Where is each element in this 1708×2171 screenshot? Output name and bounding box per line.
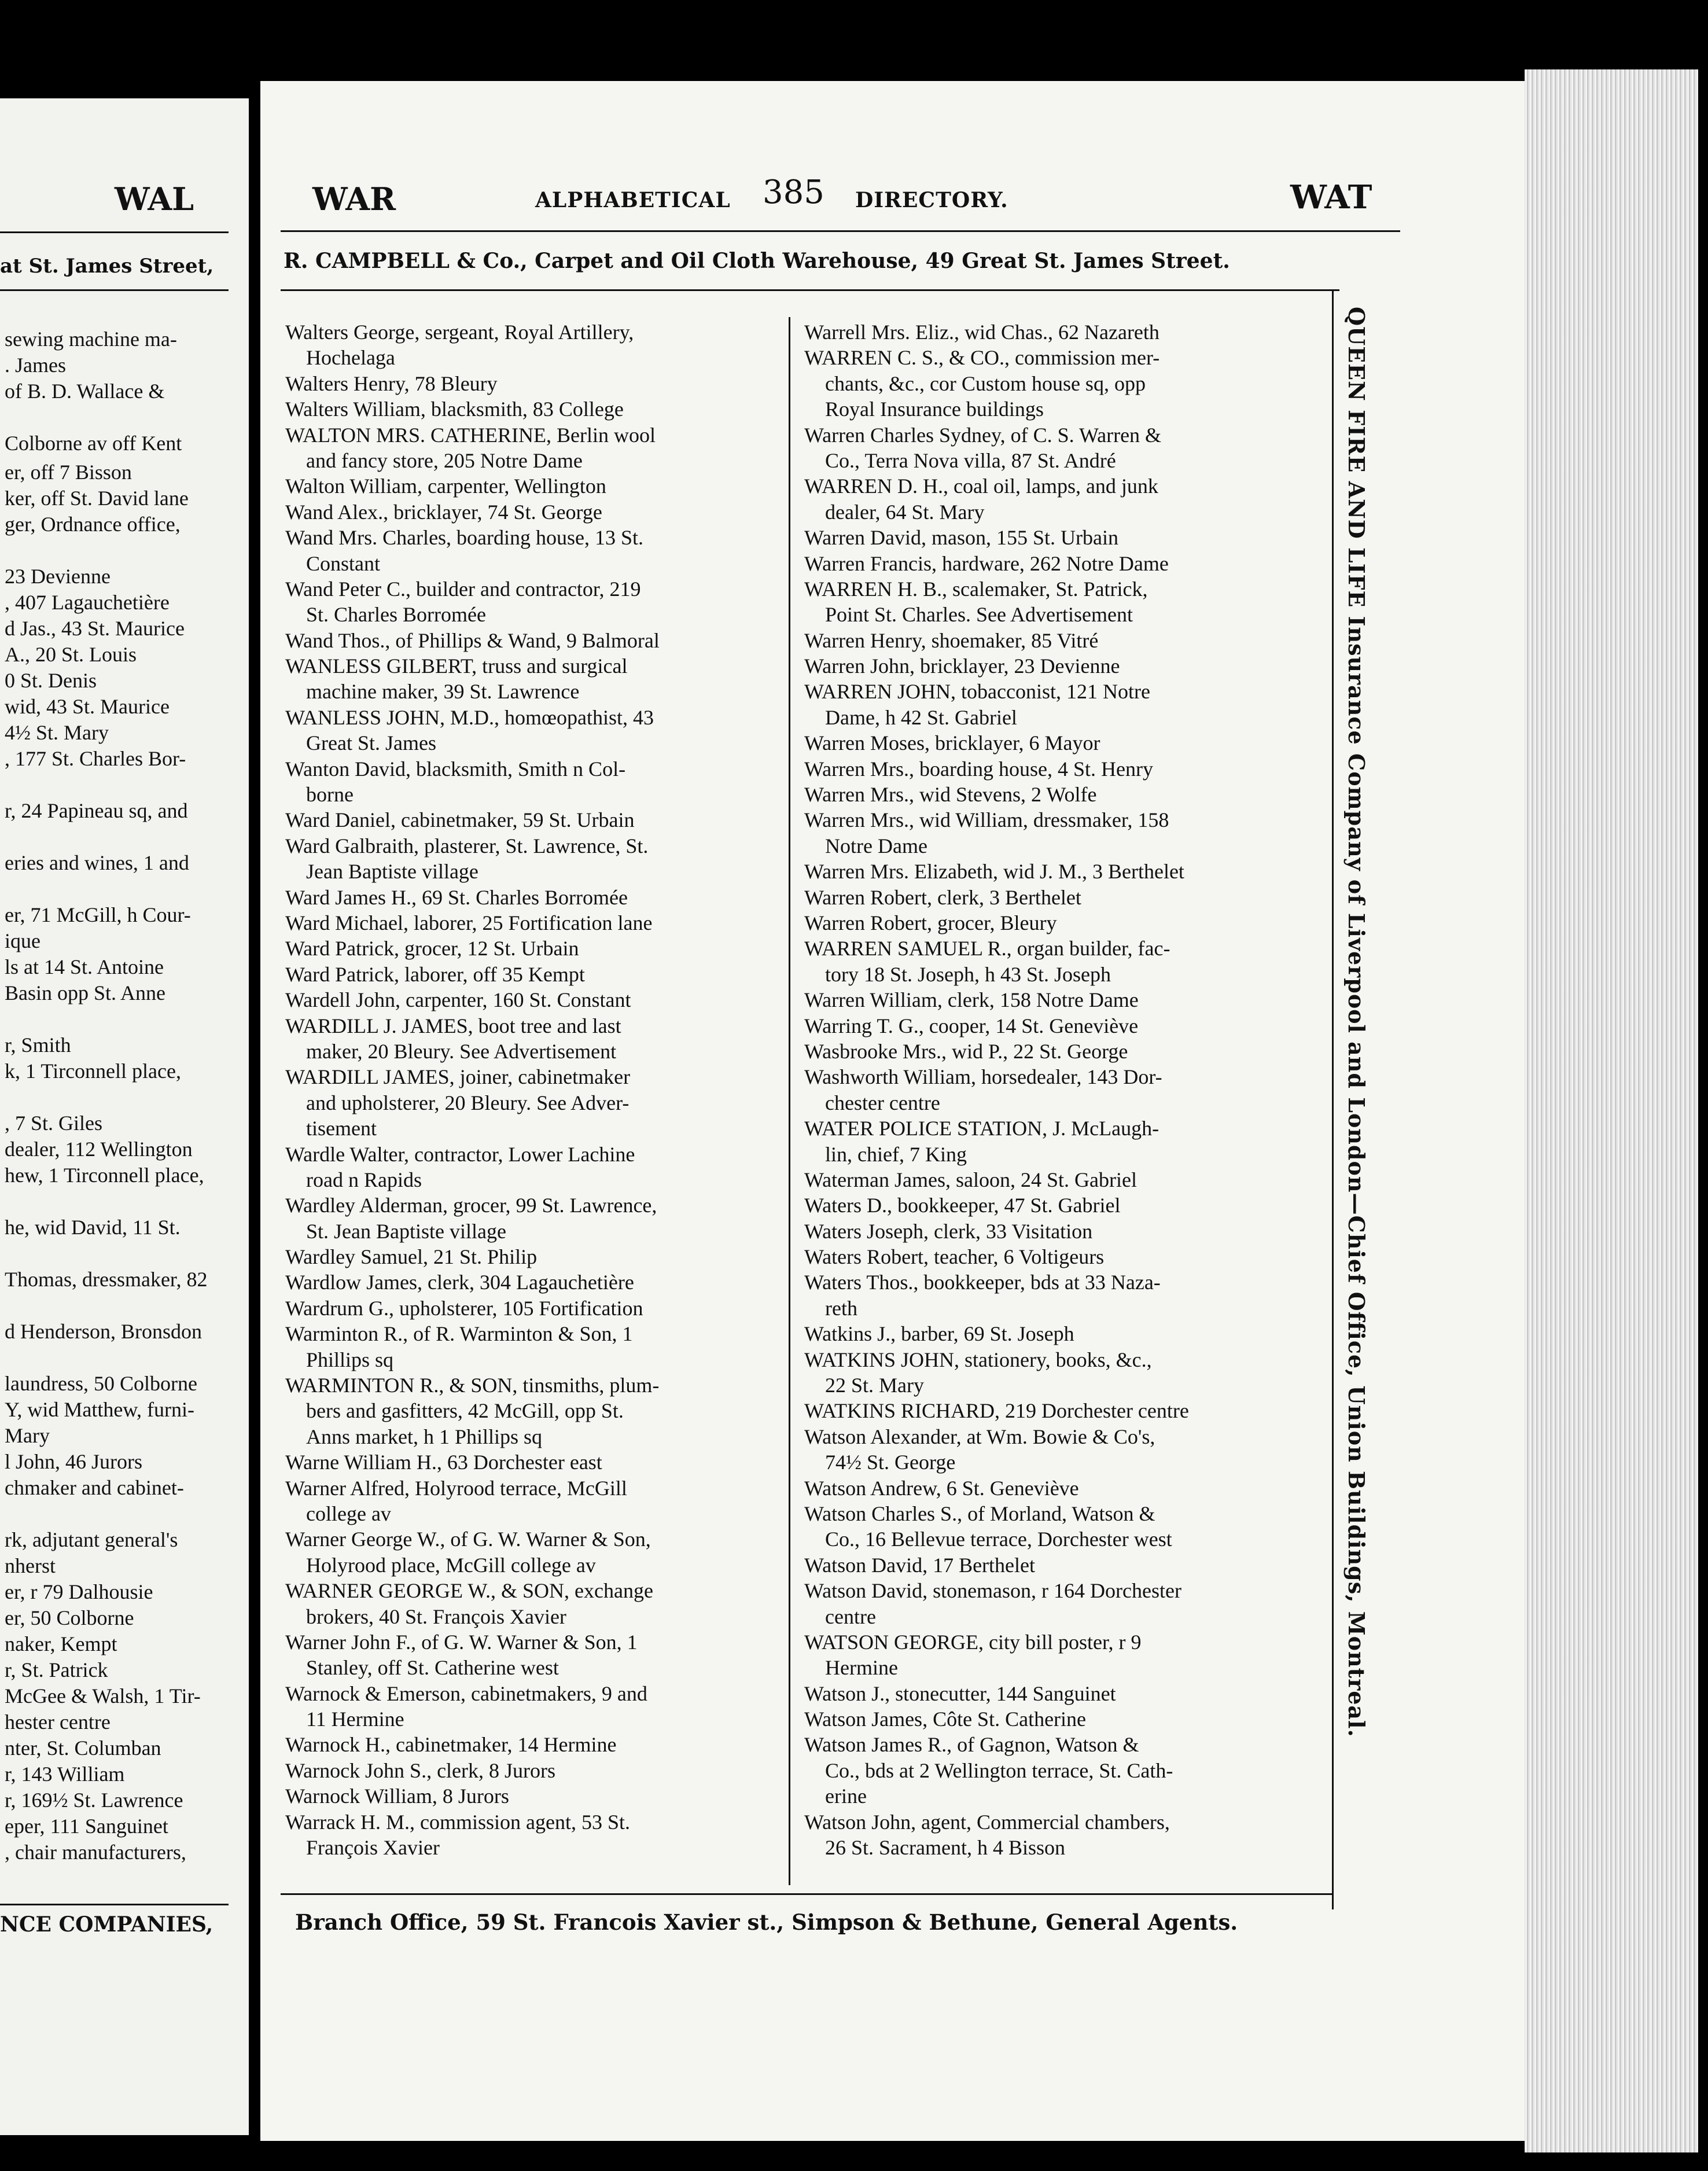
left-page-fragment: d Henderson, Bronsdon: [5, 1320, 202, 1343]
left-page-fragment: of B. D. Wallace &: [5, 380, 165, 403]
directory-entry-line: WARREN C. S., & CO., commission mer-: [804, 346, 1160, 370]
directory-entry-line: Wand Mrs. Charles, boarding house, 13 St.: [285, 526, 644, 550]
directory-entry-line: tory 18 St. Joseph, h 43 St. Joseph: [825, 962, 1111, 986]
directory-entry-line: and upholsterer, 20 Bleury. See Adver-: [306, 1091, 630, 1114]
left-page-fragment: Colborne av off Kent: [5, 432, 182, 455]
directory-entry-line: Wardrum G., upholsterer, 105 Fortification: [285, 1296, 643, 1320]
header-left-word: WAR: [312, 181, 396, 218]
directory-entry-line: Ward Patrick, laborer, off 35 Kempt: [285, 962, 585, 986]
directory-entry-line: Waterman James, saloon, 24 St. Gabriel: [804, 1168, 1137, 1191]
left-page-fragment: , 7 St. Giles: [5, 1112, 103, 1135]
directory-entry-line: Walters Henry, 78 Bleury: [285, 371, 498, 395]
directory-entry-line: WATER POLICE STATION, J. McLaugh-: [804, 1117, 1159, 1140]
directory-entry-line: Warrack H. M., commission agent, 53 St.: [285, 1810, 631, 1834]
directory-entry-line: WARREN D. H., coal oil, lamps, and junk: [804, 474, 1158, 498]
left-page-fragment: d Jas., 43 St. Maurice: [5, 617, 185, 640]
left-page-fragment: A., 20 St. Louis: [5, 643, 137, 666]
left-page-fragment: , chair manufacturers,: [5, 1841, 186, 1864]
directory-entry-line: Waters Robert, teacher, 6 Voltigeurs: [804, 1245, 1105, 1269]
directory-entry-line: François Xavier: [306, 1836, 440, 1860]
directory-entry-line: Ward James H., 69 St. Charles Borromée: [285, 885, 628, 909]
directory-entry-line: Notre Dame: [825, 834, 927, 858]
directory-entry-line: Stanley, off St. Catherine west: [306, 1656, 559, 1680]
directory-entry-line: Warnock John S., clerk, 8 Jurors: [285, 1758, 556, 1782]
directory-entry-line: Great St. James: [306, 731, 436, 755]
directory-entry-line: Watson John, agent, Commercial chambers,: [804, 1810, 1170, 1834]
left-page-fragment: ker, off St. David lane: [5, 487, 189, 510]
directory-entry-line: WATSON GEORGE, city bill poster, r 9: [804, 1630, 1142, 1654]
left-page-fragment: Basin opp St. Anne: [5, 981, 166, 1004]
left-page-fragment: r, 24 Papineau sq, and: [5, 799, 188, 822]
left-page-fragment: 4½ St. Mary: [5, 721, 109, 744]
directory-entry-line: Warren Charles Sydney, of C. S. Warren &: [804, 423, 1162, 447]
directory-entry-line: Constant: [306, 551, 381, 575]
directory-entry-line: Wardle Walter, contractor, Lower Lachine: [285, 1142, 635, 1166]
directory-entry-line: Warner John F., of G. W. Warner & Son, 1: [285, 1630, 638, 1654]
left-page-fragment: er, off 7 Bisson: [5, 461, 132, 484]
directory-entry-line: Wardley Alderman, grocer, 99 St. Lawrence,: [285, 1194, 657, 1217]
left-page-fragment: ls at 14 St. Antoine: [5, 955, 164, 978]
directory-entry-line: borne: [306, 783, 354, 807]
directory-entry-line: Wand Alex., bricklayer, 74 St. George: [285, 500, 602, 524]
side-ad-rule: [1332, 289, 1334, 1909]
directory-entry-line: chester centre: [825, 1091, 940, 1114]
directory-entry-line: Ward Galbraith, plasterer, St. Lawrence, St.: [285, 834, 649, 858]
directory-entry-line: Warren Mrs., wid Stevens, 2 Wolfe: [804, 783, 1097, 807]
directory-entry-line: Walters William, blacksmith, 83 College: [285, 398, 624, 421]
directory-entry-line: Warrell Mrs. Eliz., wid Chas., 62 Nazareth: [804, 321, 1159, 344]
directory-entry-line: Hochelaga: [306, 346, 395, 370]
header-right-word: WAT: [1290, 178, 1372, 216]
left-page-fragment: dealer, 112 Wellington: [5, 1138, 193, 1161]
directory-entry-line: machine maker, 39 St. Lawrence: [306, 680, 580, 704]
directory-entry-line: WANLESS JOHN, M.D., homœopathist, 43: [285, 705, 654, 729]
directory-entry-line: Watkins J., barber, 69 St. Joseph: [804, 1322, 1074, 1346]
directory-entry-line: Warren Moses, bricklayer, 6 Mayor: [804, 731, 1100, 755]
header-directory: DIRECTORY.: [855, 188, 1008, 212]
directory-entry-line: WARNER GEORGE W., & SON, exchange: [285, 1579, 653, 1603]
left-page-fragment: eper, 111 Sanguinet: [5, 1815, 168, 1838]
directory-entry-line: WARREN JOHN, tobacconist, 121 Notre: [804, 680, 1150, 704]
left-page-fragment: . James: [5, 354, 66, 377]
directory-entry-line: WARREN H. B., scalemaker, St. Patrick,: [804, 577, 1148, 601]
directory-entry-line: Ward Daniel, cabinetmaker, 59 St. Urbain: [285, 808, 635, 832]
directory-entry-line: Dame, h 42 St. Gabriel: [825, 705, 1017, 729]
directory-entry-line: Holyrood place, McGill college av: [306, 1553, 596, 1577]
directory-entry-line: bers and gasfitters, 42 McGill, opp St.: [306, 1399, 624, 1423]
directory-entry-line: road n Rapids: [306, 1168, 422, 1191]
directory-entry-line: Wardlow James, clerk, 304 Lagauchetière: [285, 1271, 634, 1294]
directory-entry-line: tisement: [306, 1117, 377, 1140]
left-page-fragment: eries and wines, 1 and: [5, 851, 189, 874]
left-top-banner: at St. James Street,: [0, 255, 214, 278]
left-page-fragment: r, Smith: [5, 1033, 71, 1057]
directory-entry-line: Co., 16 Bellevue terrace, Dorchester west: [825, 1528, 1172, 1551]
directory-entry-line: Watson James, Côte St. Catherine: [804, 1708, 1087, 1731]
directory-entry-line: and fancy store, 205 Notre Dame: [306, 448, 583, 472]
directory-entry-line: 26 St. Sacrament, h 4 Bisson: [825, 1836, 1065, 1860]
header-rule: [281, 230, 1400, 232]
directory-entry-line: Jean Baptiste village: [306, 860, 478, 884]
directory-entry-line: Warnock & Emerson, cabinetmakers, 9 and: [285, 1681, 647, 1705]
left-entry-column: [285, 319, 782, 1860]
left-page-fragment: r, St. Patrick: [5, 1658, 108, 1681]
directory-entry-line: WATKINS JOHN, stationery, books, &c.,: [804, 1348, 1152, 1371]
left-page-fragment: er, 71 McGill, h Cour-: [5, 903, 191, 926]
left-page-fragments: [5, 0, 248, 1967]
directory-entry-line: Warren Henry, shoemaker, 85 Vitré: [804, 628, 1099, 652]
directory-entry-line: Warren Mrs. Elizabeth, wid J. M., 3 Berthelet: [804, 860, 1184, 884]
directory-entry-line: Ward Patrick, grocer, 12 St. Urbain: [285, 937, 579, 961]
directory-entry-line: WANLESS GILBERT, truss and surgical: [285, 654, 628, 678]
left-page-fragment: laundress, 50 Colborne: [5, 1372, 197, 1395]
directory-entry-line: Wasbrooke Mrs., wid P., 22 St. George: [804, 1039, 1128, 1063]
directory-entry-line: Wand Thos., of Phillips & Wand, 9 Balmoral: [285, 628, 660, 652]
left-page-fragment: Mary: [5, 1424, 50, 1447]
left-running-head: WAL: [115, 181, 194, 218]
left-page-fragment: er, r 79 Dalhousie: [5, 1580, 153, 1603]
directory-entry-line: Waters Thos., bookkeeper, bds at 33 Naza-: [804, 1271, 1161, 1294]
directory-entry-line: Walton William, carpenter, Wellington: [285, 474, 606, 498]
directory-entry-line: Watson J., stonecutter, 144 Sanguinet: [804, 1681, 1116, 1705]
directory-entry-line: Watson David, 17 Berthelet: [804, 1553, 1036, 1577]
directory-entry-line: 11 Hermine: [306, 1708, 404, 1731]
directory-entry-line: Warren Robert, clerk, 3 Berthelet: [804, 885, 1081, 909]
directory-entry-line: chants, &c., cor Custom house sq, opp: [825, 371, 1146, 395]
directory-entry-line: Warren John, bricklayer, 23 Devienne: [804, 654, 1120, 678]
left-page-fragment: chmaker and cabinet-: [5, 1476, 184, 1499]
left-page-fragment: rk, adjutant general's: [5, 1528, 178, 1551]
directory-entry-line: Watson David, stonemason, r 164 Dorchester: [804, 1579, 1181, 1603]
directory-entry-line: lin, chief, 7 King: [825, 1142, 967, 1166]
directory-entry-line: brokers, 40 St. François Xavier: [306, 1605, 566, 1628]
directory-entry-line: St. Charles Borromée: [306, 603, 486, 627]
directory-entry-line: maker, 20 Bleury. See Advertisement: [306, 1039, 617, 1063]
directory-entry-line: Co., bds at 2 Wellington terrace, St. Cath-: [825, 1758, 1173, 1782]
left-page-fragment: hew, 1 Tirconnell place,: [5, 1164, 204, 1187]
left-page-fragment: Thomas, dressmaker, 82: [5, 1268, 208, 1291]
directory-entry-line: WALTON MRS. CATHERINE, Berlin wool: [285, 423, 656, 447]
directory-entry-line: Warminton R., of R. Warminton & Son, 1: [285, 1322, 633, 1346]
bottom-advertisement: Branch Office, 59 St. Francois Xavier st., Simpson & Bethune, General Agents.: [295, 1909, 1238, 1935]
directory-entry-line: Point St. Charles. See Advertisement: [825, 603, 1133, 627]
directory-entry-line: WARREN SAMUEL R., organ builder, fac-: [804, 937, 1170, 961]
directory-entry-line: Hermine: [825, 1656, 898, 1680]
left-page-fragment: , 177 St. Charles Bor-: [5, 747, 186, 770]
directory-entry-line: WARDILL JAMES, joiner, cabinetmaker: [285, 1065, 631, 1089]
directory-entry-line: erine: [825, 1784, 867, 1808]
directory-entry-line: Warne William H., 63 Dorchester east: [285, 1451, 602, 1474]
left-page-fragment: l John, 46 Jurors: [5, 1450, 143, 1473]
left-page-fragment: k, 1 Tirconnell place,: [5, 1059, 181, 1083]
left-page-fragment: hester centre: [5, 1710, 111, 1734]
directory-entry-line: WATKINS RICHARD, 219 Dorchester centre: [804, 1399, 1189, 1423]
directory-entry-line: Warnock H., cabinetmaker, 14 Hermine: [285, 1733, 617, 1757]
directory-entry-line: Wardley Samuel, 21 St. Philip: [285, 1245, 538, 1269]
left-page-fragment: r, 169½ St. Lawrence: [5, 1789, 183, 1812]
left-page-fragment: naker, Kempt: [5, 1632, 117, 1655]
directory-entry-line: 22 St. Mary: [825, 1374, 924, 1397]
directory-entry-line: St. Jean Baptiste village: [306, 1219, 506, 1243]
left-page-fragment: , 407 Lagauchetière: [5, 591, 170, 614]
directory-entry-line: Watson Andrew, 6 St. Geneviève: [804, 1476, 1079, 1500]
left-page-fragment: 23 Devienne: [5, 565, 111, 588]
directory-entry-line: Washworth William, horsedealer, 143 Dor-: [804, 1065, 1162, 1089]
directory-entry-line: 74½ St. George: [825, 1451, 956, 1474]
left-page-fragment: ger, Ordnance office,: [5, 513, 181, 536]
left-page-fragment: ique: [5, 929, 41, 952]
left-bottom-rule: [0, 1904, 229, 1905]
column-divider: [789, 317, 790, 1885]
directory-entry-line: Co., Terra Nova villa, 87 St. André: [825, 448, 1116, 472]
directory-entry-line: Watson Alexander, at Wm. Bowie & Co's,: [804, 1425, 1155, 1448]
page-number: 385: [763, 174, 824, 211]
directory-entry-line: reth: [825, 1296, 857, 1320]
directory-entry-line: Anns market, h 1 Phillips sq: [306, 1425, 543, 1448]
left-page-fragment: nherst: [5, 1554, 56, 1577]
left-bottom-banner: NCE COMPANIES,: [0, 1912, 214, 1937]
directory-entry-line: Wardell John, carpenter, 160 St. Constant: [285, 988, 631, 1012]
right-entry-column: [804, 319, 1313, 1860]
header-alphabetical: ALPHABETICAL: [535, 188, 731, 212]
bottom-rule: [281, 1893, 1334, 1895]
directory-entry-line: Warren Mrs., boarding house, 4 St. Henry: [804, 757, 1153, 781]
directory-entry-line: Waters Joseph, clerk, 33 Visitation: [804, 1219, 1093, 1243]
directory-entry-line: Warring T. G., cooper, 14 St. Geneviève: [804, 1014, 1139, 1037]
left-page-fragment: Y, wid Matthew, furni-: [5, 1398, 194, 1421]
directory-entry-line: Warren David, mason, 155 St. Urbain: [804, 526, 1118, 550]
top-ad-rule: [281, 289, 1339, 291]
directory-entry-line: Phillips sq: [306, 1348, 394, 1371]
left-page-fragment: er, 50 Colborne: [5, 1606, 134, 1629]
left-page-fragment: McGee & Walsh, 1 Tir-: [5, 1684, 201, 1708]
left-page-fragment: wid, 43 St. Maurice: [5, 695, 170, 718]
directory-entry-line: WARMINTON R., & SON, tinsmiths, plum-: [285, 1374, 660, 1397]
directory-entry-line: Royal Insurance buildings: [825, 398, 1044, 421]
page-edge: [1525, 69, 1698, 2152]
directory-entry-line: Ward Michael, laborer, 25 Fortification lane: [285, 911, 653, 934]
directory-entry-line: college av: [306, 1502, 391, 1525]
left-page-fragment: he, wid David, 11 St.: [5, 1216, 181, 1239]
directory-entry-line: Warren Mrs., wid William, dressmaker, 158: [804, 808, 1169, 832]
directory-entry-line: centre: [825, 1605, 876, 1628]
directory-entry-line: Warren William, clerk, 158 Notre Dame: [804, 988, 1139, 1012]
top-advertisement: R. CAMPBELL & Co., Carpet and Oil Cloth Warehouse, 49 Great St. James Street.: [284, 249, 1230, 273]
directory-entry-line: Watson Charles S., of Morland, Watson &: [804, 1502, 1155, 1525]
directory-entry-line: dealer, 64 St. Mary: [825, 500, 985, 524]
directory-entry-line: Warner George W., of G. W. Warner & Son,: [285, 1528, 651, 1551]
left-page-fragment: nter, St. Columban: [5, 1736, 161, 1760]
directory-entry-line: Wand Peter C., builder and contractor, 219: [285, 577, 641, 601]
directory-entry-line: Walters George, sergeant, Royal Artillery,: [285, 321, 634, 344]
directory-entry-line: Warren Francis, hardware, 262 Notre Dame: [804, 551, 1169, 575]
directory-entry-line: Wanton David, blacksmith, Smith n Col-: [285, 757, 626, 781]
directory-entry-line: Waters D., bookkeeper, 47 St. Gabriel: [804, 1194, 1121, 1217]
left-page-fragment: 0 St. Denis: [5, 669, 97, 692]
left-page-fragment: r, 143 William: [5, 1762, 125, 1786]
directory-entry-line: WARDILL J. JAMES, boot tree and last: [285, 1014, 621, 1037]
directory-entry-line: Warner Alfred, Holyrood terrace, McGill: [285, 1476, 627, 1500]
left-page-fragment: sewing machine ma-: [5, 328, 177, 351]
directory-entry-line: Warren Robert, grocer, Bleury: [804, 911, 1057, 934]
directory-entry-line: Warnock William, 8 Jurors: [285, 1784, 509, 1808]
side-advertisement: QUEEN FIRE AND LIFE Insurance Company of Liverpool and London—Chief Office, Union Buildings, Montreal.: [1343, 307, 1370, 1738]
directory-entry-line: Watson James R., of Gagnon, Watson &: [804, 1733, 1139, 1757]
